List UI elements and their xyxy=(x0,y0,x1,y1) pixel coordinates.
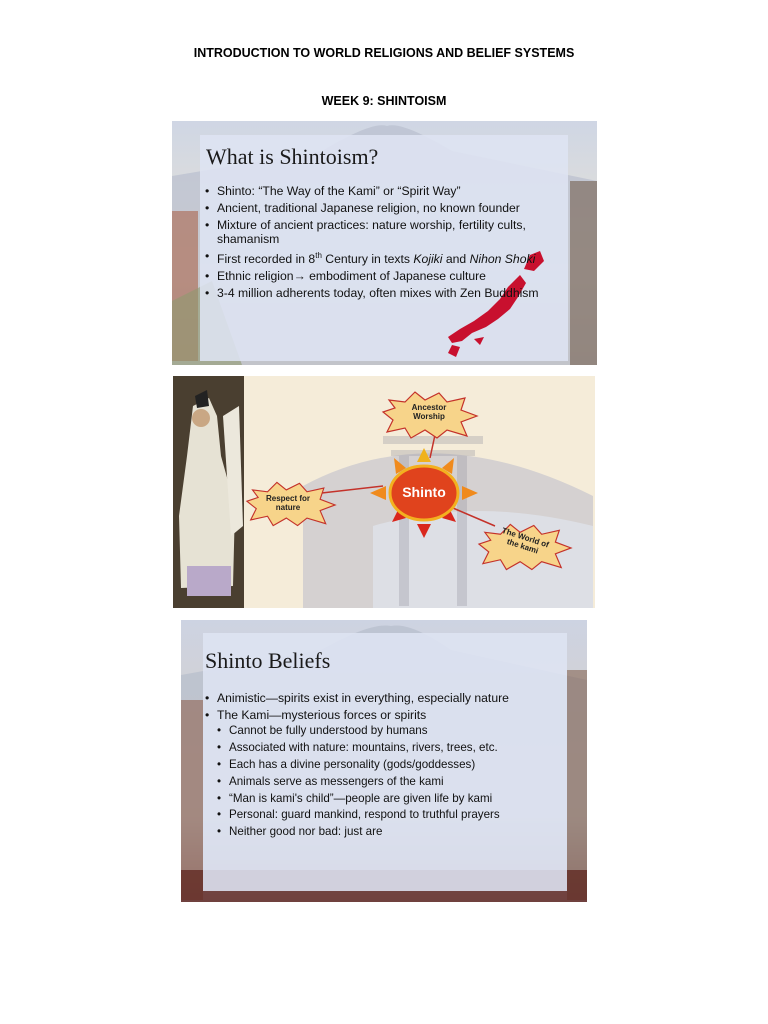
bullet-item: • Ancient, traditional Japanese religion, no known founder xyxy=(205,201,557,215)
sub-bullet-item: • Personal: guard mankind, respond to truthful prayers xyxy=(217,808,555,822)
sub-bullet-item: • Cannot be fully understood by humans xyxy=(217,724,555,738)
sub-bullet-item: • Neither good nor bad: just are xyxy=(217,825,555,839)
bullet-item: • Mixture of ancient practices: nature worship, fertility cults, shamanism xyxy=(205,218,557,246)
text-title-nihon-shoki: Nihon Shoki xyxy=(469,252,536,267)
document-title: INTRODUCTION TO WORLD RELIGIONS AND BELIEF SYSTEMS xyxy=(193,46,575,60)
bullet-text: Century in texts xyxy=(321,252,414,267)
slide-shinto-diagram xyxy=(173,376,595,608)
bullet-item: • Animistic—spirits exist in everything, especially nature xyxy=(205,691,555,705)
slide-what-is-shintoism xyxy=(172,121,597,365)
shinto-center-label: Shinto xyxy=(402,484,446,500)
superscript: th xyxy=(315,251,322,260)
bullet-text: embodiment of Japanese culture xyxy=(305,269,486,284)
slide-bullet-list xyxy=(205,184,557,303)
slide-bullet-list xyxy=(205,691,555,843)
slide-title: Shinto Beliefs xyxy=(205,648,331,673)
bullet-item xyxy=(205,708,555,840)
bullet-text: Ethnic religion xyxy=(217,269,294,284)
sub-bullet-list xyxy=(217,724,555,840)
bullet-text: and xyxy=(442,252,470,267)
sub-bullet-item: • Associated with nature: mountains, rivers, trees, etc. xyxy=(217,741,555,755)
bullet-item: • Shinto: “The Way of the Kami” or “Spirit Way” xyxy=(205,184,557,198)
bullet-text: The Kami—mysterious forces or spirits xyxy=(217,708,427,722)
slide-shinto-beliefs xyxy=(181,620,587,902)
bullet-text: First recorded in 8 xyxy=(217,252,316,267)
burst-label-top: Ancestor Worship xyxy=(411,403,447,421)
arrow-icon: → xyxy=(293,269,306,284)
week-heading: WEEK 9: SHINTOISM xyxy=(321,94,447,108)
sub-bullet-item: • Animals serve as messengers of the kami xyxy=(217,775,555,789)
bullet-item xyxy=(205,249,557,266)
burst-label-right: The World of the kami xyxy=(500,525,550,556)
slide-title: What is Shintoism? xyxy=(206,144,379,169)
sub-bullet-item: • “Man is kami's child”—people are given life by kami xyxy=(217,792,555,806)
burst-label-left: Respect for nature xyxy=(265,494,310,512)
bullet-item: • 3-4 million adherents today, often mixes with Zen Buddhism xyxy=(205,286,557,300)
bullet-item xyxy=(205,269,557,283)
text-title-kojiki: Kojiki xyxy=(413,252,443,267)
sub-bullet-item: • Each has a divine personality (gods/goddesses) xyxy=(217,758,555,772)
